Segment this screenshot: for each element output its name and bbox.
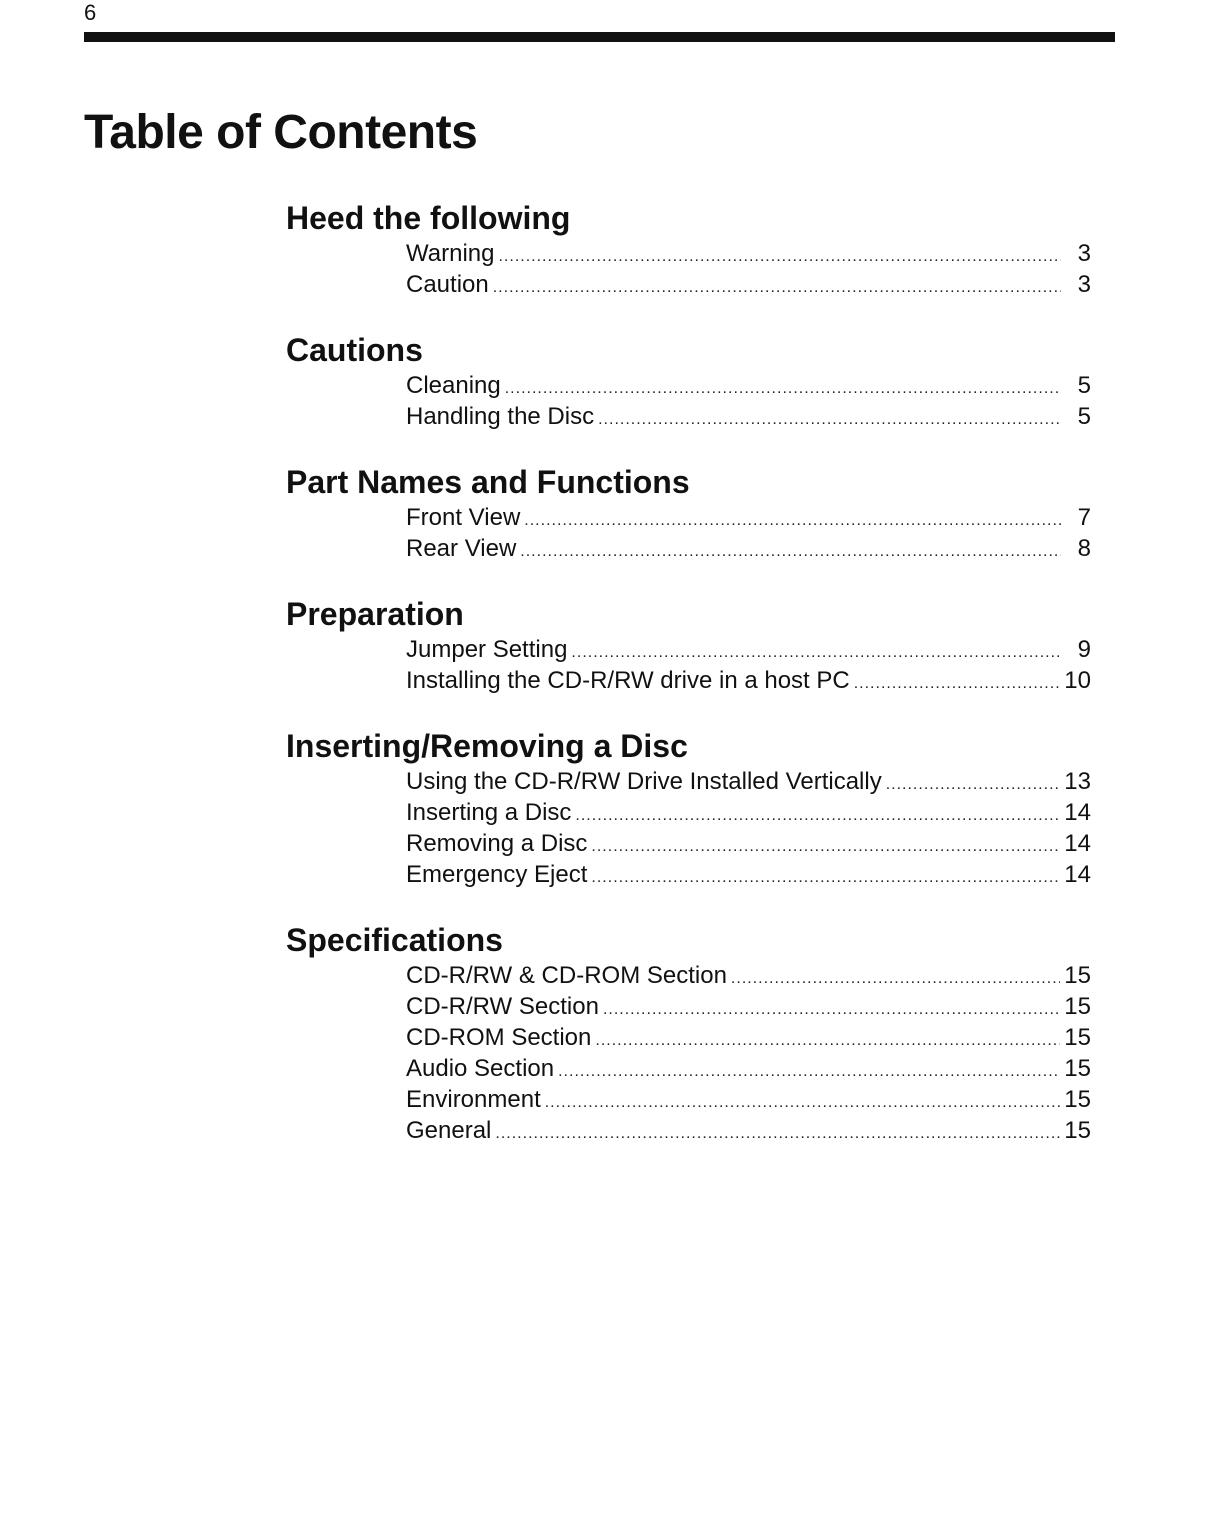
toc-entry-page: 5	[1077, 403, 1091, 430]
toc-entry-title: CD-R/RW & CD-ROM Section	[406, 962, 727, 989]
table-of-contents	[286, 198, 1091, 1176]
toc-entry-cd-rw-section[interactable]	[406, 991, 1091, 1022]
dot-leader	[493, 272, 1061, 303]
toc-entry-page: 15	[1064, 962, 1091, 989]
toc-entry-title: Jumper Setting	[406, 636, 568, 663]
toc-entry-page: 15	[1064, 1055, 1091, 1082]
dot-leader	[545, 1087, 1061, 1118]
toc-entry-list	[406, 370, 1091, 432]
toc-entry-list	[406, 502, 1091, 564]
dot-leader	[495, 1118, 1060, 1149]
section-heading: Part Names and Functions	[286, 464, 690, 500]
toc-entry-title: Installing the CD-R/RW drive in a host PC	[406, 667, 850, 694]
toc-entry-cd-rom-section[interactable]	[406, 1022, 1091, 1053]
page-title: Table of Contents	[84, 106, 478, 159]
toc-entry-page: 15	[1064, 1086, 1091, 1113]
toc-entry-title: Cleaning	[406, 372, 501, 399]
dot-leader	[886, 769, 1061, 800]
dot-leader	[598, 404, 1061, 435]
toc-entry-cd-rw-and-cd-rom-section[interactable]	[406, 960, 1091, 991]
toc-entry-title: CD-R/RW Section	[406, 993, 599, 1020]
toc-entry-rear-view[interactable]	[406, 533, 1091, 564]
toc-entry-title: Using the CD-R/RW Drive Installed Vertically	[406, 768, 882, 795]
toc-entry-page: 14	[1064, 830, 1091, 857]
dot-leader	[571, 637, 1061, 668]
dot-leader	[591, 831, 1060, 862]
toc-section-specifications	[286, 920, 1091, 1146]
toc-entry-title: Inserting a Disc	[406, 799, 572, 826]
toc-entry-front-view[interactable]	[406, 502, 1091, 533]
dot-leader	[575, 800, 1060, 831]
toc-entry-title: General	[406, 1117, 492, 1144]
toc-entry-page: 15	[1064, 1117, 1091, 1144]
toc-entry-page: 15	[1064, 993, 1091, 1020]
toc-entry-title: Front View	[406, 504, 521, 531]
toc-entry-page: 14	[1064, 861, 1091, 888]
page-number: 6	[84, 0, 97, 25]
toc-entry-page: 9	[1077, 636, 1091, 663]
dot-leader	[520, 536, 1061, 567]
dot-leader	[558, 1056, 1060, 1087]
toc-section-part-names-and-functions	[286, 462, 1091, 564]
toc-entry-page: 13	[1064, 768, 1091, 795]
toc-section-inserting-removing-a-disc	[286, 726, 1091, 890]
toc-entry-list	[406, 960, 1091, 1146]
toc-entry-title: Environment	[406, 1086, 541, 1113]
toc-entry-title: Removing a Disc	[406, 830, 588, 857]
toc-entry-title: Audio Section	[406, 1055, 555, 1082]
toc-entry-title: Emergency Eject	[406, 861, 588, 888]
toc-entry-title: Rear View	[406, 535, 517, 562]
toc-entry-title: Warning	[406, 240, 495, 267]
dot-leader	[854, 668, 1061, 699]
toc-entry-page: 15	[1064, 1024, 1091, 1051]
toc-entry-page: 10	[1064, 667, 1091, 694]
toc-entry-page: 3	[1077, 271, 1091, 298]
section-heading: Heed the following	[286, 200, 571, 236]
toc-entry-page: 7	[1077, 504, 1091, 531]
section-heading: Specifications	[286, 922, 503, 958]
top-rule	[84, 32, 1115, 42]
dot-leader	[498, 241, 1061, 272]
dot-leader	[591, 862, 1060, 893]
dot-leader	[603, 994, 1060, 1025]
toc-section-preparation	[286, 594, 1091, 696]
toc-entry-list	[406, 766, 1091, 890]
toc-entry-page: 3	[1077, 240, 1091, 267]
toc-entry-page: 8	[1077, 535, 1091, 562]
toc-entry-general[interactable]	[406, 1115, 1091, 1146]
section-heading: Preparation	[286, 596, 464, 632]
toc-entry-jumper-setting[interactable]	[406, 634, 1091, 665]
toc-entry-handling-the-disc[interactable]	[406, 401, 1091, 432]
toc-entry-page: 14	[1064, 799, 1091, 826]
toc-entry-audio-section[interactable]	[406, 1053, 1091, 1084]
toc-entry-using-drive-vertically[interactable]	[406, 766, 1091, 797]
toc-section-heed-the-following	[286, 198, 1091, 300]
toc-entry-installing-the-drive[interactable]	[406, 665, 1091, 696]
dot-leader	[731, 963, 1060, 994]
toc-entry-page: 5	[1077, 372, 1091, 399]
toc-entry-inserting-a-disc[interactable]	[406, 797, 1091, 828]
section-heading: Cautions	[286, 332, 423, 368]
toc-section-cautions	[286, 330, 1091, 432]
toc-entry-emergency-eject[interactable]	[406, 859, 1091, 890]
dot-leader	[505, 373, 1061, 404]
toc-entry-title: Handling the Disc	[406, 403, 595, 430]
toc-entry-warning[interactable]	[406, 238, 1091, 269]
toc-entry-title: Caution	[406, 271, 489, 298]
toc-entry-cleaning[interactable]	[406, 370, 1091, 401]
toc-entry-environment[interactable]	[406, 1084, 1091, 1115]
toc-entry-list	[406, 634, 1091, 696]
dot-leader	[524, 505, 1061, 536]
toc-entry-caution[interactable]	[406, 269, 1091, 300]
toc-entry-list	[406, 238, 1091, 300]
toc-entry-title: CD-ROM Section	[406, 1024, 592, 1051]
dot-leader	[595, 1025, 1060, 1056]
toc-entry-removing-a-disc[interactable]	[406, 828, 1091, 859]
section-heading: Inserting/Removing a Disc	[286, 728, 688, 764]
